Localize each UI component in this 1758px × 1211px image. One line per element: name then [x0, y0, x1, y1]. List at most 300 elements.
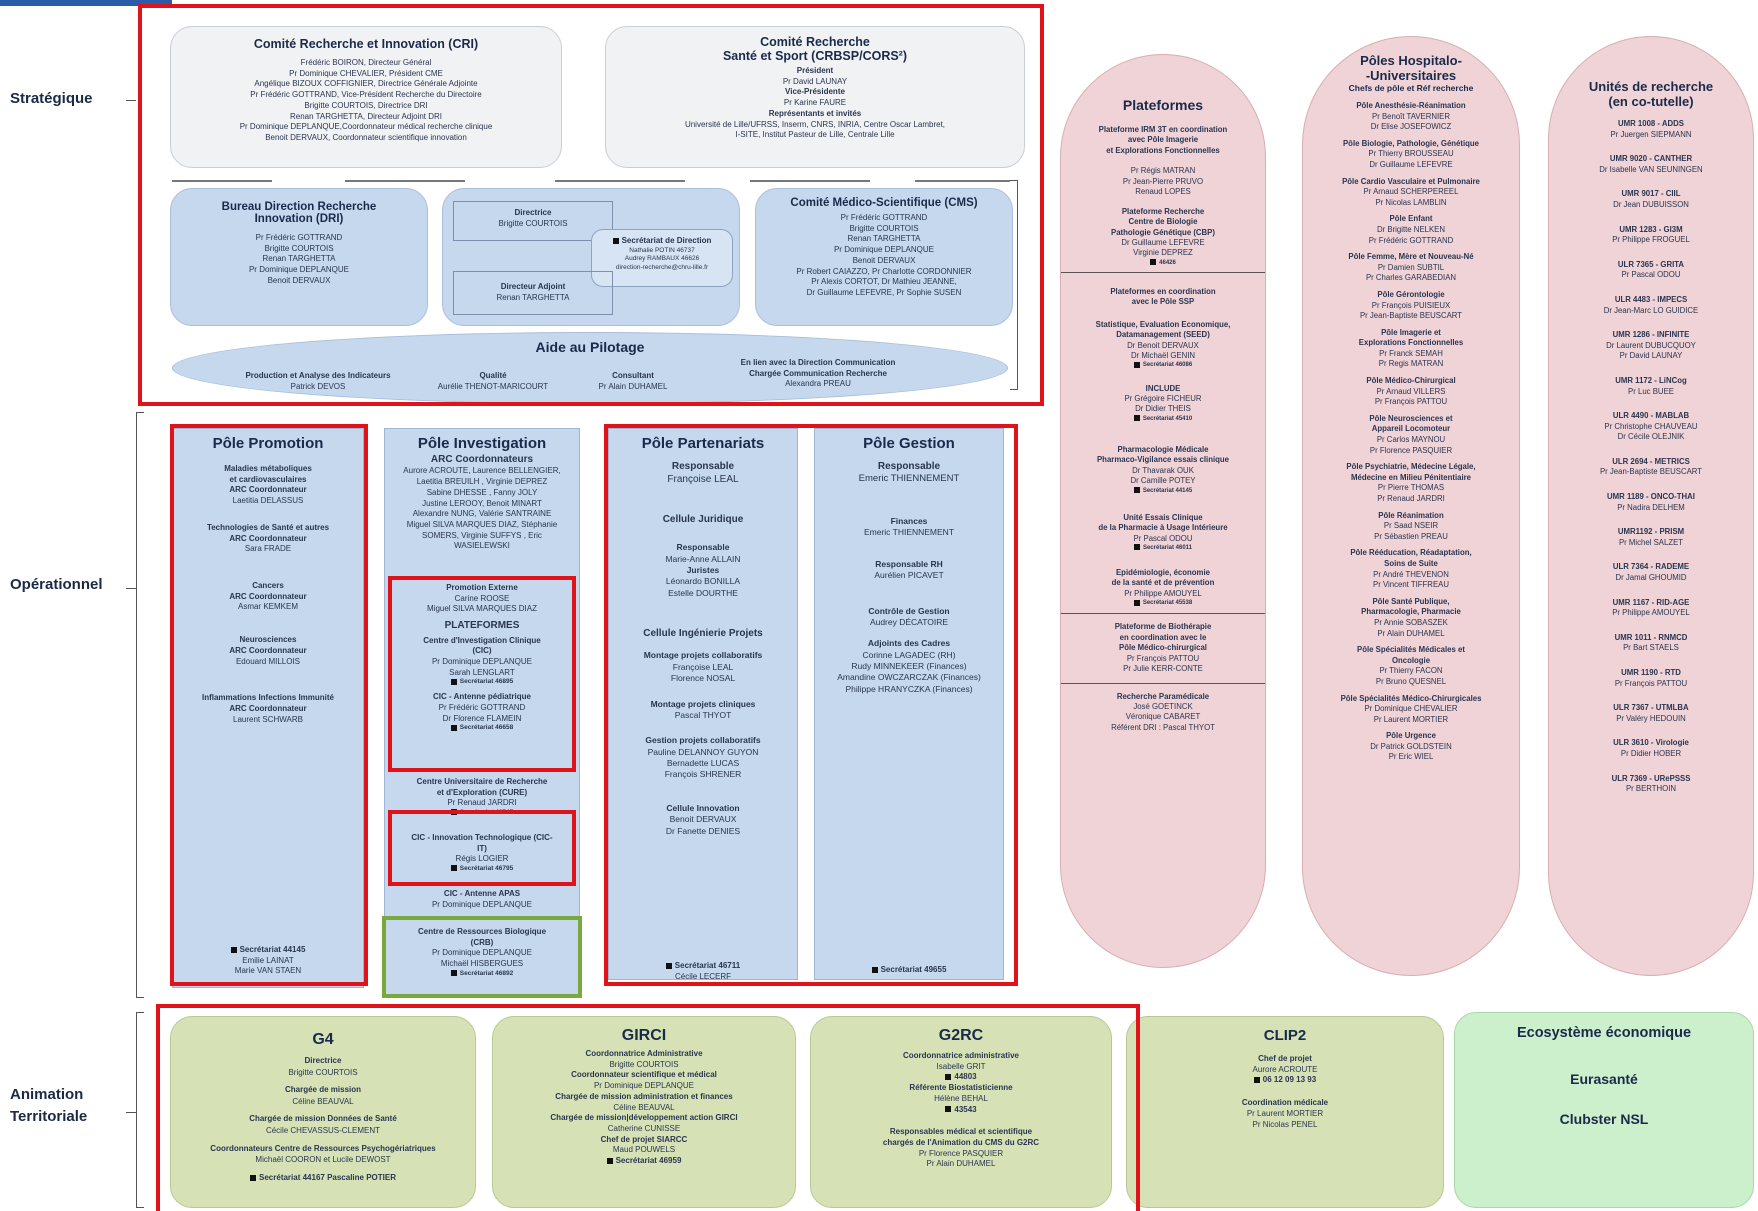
- tier-animation-line1: Animation: [10, 1086, 84, 1103]
- pole-name: Pr Alain DUHAMEL: [1377, 628, 1445, 638]
- pole-block: [1303, 694, 1519, 726]
- pole-block: [1303, 252, 1519, 284]
- cicit-secretariat: Secrétariat 46795: [385, 865, 579, 874]
- highlight-animation: [156, 1004, 1140, 1211]
- adj-name: Corinne LAGADEC (RH): [862, 649, 956, 660]
- cure-secretariat: Secrétariat 46747: [385, 809, 579, 818]
- apas-title: CIC - Antenne APAS: [443, 889, 521, 898]
- pole-block: [1303, 414, 1519, 456]
- clip2-box: [1126, 1016, 1444, 1208]
- pf-heading: avec Pôle Imagerie: [1127, 135, 1199, 145]
- g4-line: Brigitte COURTOIS: [288, 1067, 358, 1077]
- g2rc-line: 43543: [811, 1105, 1111, 1116]
- pilotage-item-title: Production et Analyse des Indicateurs: [245, 371, 391, 380]
- g4-line: Cécile CHEVASSUS-CLEMENT: [265, 1125, 381, 1135]
- inno-name: Dr Fanette DENIES: [665, 825, 741, 836]
- clip2-title: CLIP2: [1263, 1027, 1307, 1044]
- cri-line: Renan TARGHETTA, Directeur Adjoint DRI: [289, 111, 443, 121]
- pf-name: Pr Jean-Pierre PRUVO: [1122, 176, 1204, 186]
- arc-line: Alexandre NUNG, Valérie SANTRAINE: [412, 509, 552, 519]
- pf-heading: INCLUDE: [1145, 383, 1181, 393]
- pole-name: Pr Arnaud VILLERS: [1376, 386, 1446, 396]
- plateformes-label: PLATEFORMES: [444, 620, 520, 632]
- adjoint-name: Renan TARGHETTA: [496, 292, 570, 302]
- unite-name: Pr Pascal ODOU: [1621, 270, 1681, 280]
- pole-name: Pr Carlos MAYNOU: [1376, 435, 1446, 445]
- pf-sec: 46426: [1061, 259, 1265, 267]
- resp-name: Françoise LEAL: [667, 474, 739, 486]
- clip2-line: Aurore ACROUTE: [1252, 1064, 1318, 1074]
- group-heading: Neurosciences: [239, 635, 297, 645]
- pole-name: Pr Thierry BROUSSEAU: [1368, 149, 1454, 159]
- g4-secretariat: Secrétariat 44167 Pascaline POTIER: [171, 1172, 475, 1184]
- crbsp-line: I-SITE, Institut Pasteur de Lille, Centrale Lille: [735, 130, 895, 140]
- crbsp-line: Pr David LAUNAY: [782, 76, 848, 86]
- cms-line: Benoit DERVAUX: [852, 255, 916, 265]
- cri-line: Frédéric BOIRON, Directeur Général: [300, 58, 432, 67]
- pole-heading: Pôle Enfant: [1389, 214, 1433, 224]
- group-heading: et cardiovasculaires: [229, 474, 307, 484]
- unite-block: [1549, 225, 1753, 246]
- unite-block: [1549, 154, 1753, 175]
- unite-block: [1549, 703, 1753, 724]
- pf-heading: Plateforme Recherche: [1121, 206, 1205, 216]
- highlight-strategique: [138, 4, 1044, 406]
- finances-name: Emeric THIENNEMENT: [863, 527, 955, 538]
- highlight-partenariats-gestion: [604, 424, 1018, 986]
- pole-name: Dr Guillaume LEFEVRE: [1369, 159, 1453, 169]
- pole-heading: Oncologie: [1391, 655, 1431, 665]
- tick: [126, 1112, 136, 1113]
- unite-name: Pr Luc BUEE: [1628, 386, 1674, 396]
- adj-name: Amandine OWCZARCZAK (Finances): [837, 672, 981, 683]
- clip2-lines: [1127, 1054, 1443, 1130]
- dri-title-2: Innovation (DRI): [254, 213, 344, 225]
- unite-block: [1549, 774, 1753, 795]
- cms-line: Pr Dominique DEPLANQUE: [833, 245, 935, 255]
- g2rc-line: Hélène BEHAL: [934, 1093, 988, 1103]
- pole-name: Pr Laurent MORTIER: [1373, 714, 1449, 724]
- pf-name: Dr Benoit DERVAUX: [1127, 340, 1199, 350]
- cms-line: Pr Frédéric GOTTRAND: [840, 213, 928, 222]
- pole-heading: Pôle Cardio Vasculaire et Pulmonaire: [1342, 176, 1480, 186]
- pf-name: Pr Régis MATRAN: [1130, 166, 1196, 176]
- highlight-cic-it: [388, 810, 576, 886]
- group-heading: ARC Coordonnateur: [229, 485, 307, 495]
- jur-resp-name: Marie-Anne ALLAIN: [665, 553, 741, 564]
- unite-heading: UMR 9017 - CIIL: [1621, 189, 1681, 199]
- unite-name: Dr Jamal GHOUMID: [1615, 573, 1687, 583]
- pf-heading: Plateforme IRM 3T en coordination: [1098, 125, 1228, 134]
- dri-line: Pr Frédéric GOTTRAND: [255, 233, 343, 242]
- adj-name: Rudy MINNEKEER (Finances): [851, 661, 967, 672]
- promotion-title: Pôle Promotion: [212, 435, 324, 452]
- pole-name: Pr Vincent TIFFREAU: [1373, 580, 1449, 590]
- pf-name: Pr Julie KERR-CONTE: [1123, 664, 1203, 674]
- crb-title: Centre de Ressources Biologique: [417, 927, 547, 936]
- rh-label: Responsable RH: [875, 558, 943, 569]
- cri-line: Pr Dominique CHEVALIER, Président CME: [289, 68, 443, 78]
- g4-line: Coordonnateurs Centre de Ressources Psychogériatriques: [210, 1143, 436, 1153]
- tier-strategique: Stratégique: [10, 90, 93, 107]
- phone-icon: [1150, 259, 1156, 265]
- unite-heading: UMR 1172 - LiNCog: [1615, 375, 1687, 385]
- pole-name: Pr Benoît TAVERNIER: [1372, 111, 1450, 121]
- pole-block: [1303, 290, 1519, 322]
- unite-block: [1549, 598, 1753, 619]
- g2rc-line: Pr Alain DUHAMEL: [926, 1159, 996, 1169]
- pilotage-item-name: Aurélie THENOT-MARICOURT: [437, 381, 549, 391]
- unites-title-2: (en co-tutelle): [1608, 94, 1694, 109]
- girci-line: Brigitte COURTOIS: [609, 1059, 679, 1069]
- pf-name: Dr Thavarak OUK: [1132, 465, 1194, 475]
- cms-line: Renan TARGHETTA: [847, 234, 921, 244]
- pf-heading: avec le Pôle SSP: [1131, 297, 1195, 307]
- pole-name: Pr Regis MATRAN: [1378, 359, 1444, 369]
- group-name: Sara FRADE: [244, 544, 292, 554]
- pole-heading: Pôle Neurosciences et: [1369, 413, 1453, 423]
- cic-line: Sarah LENGLART: [449, 667, 515, 677]
- cg-name: Audrey DÉCATOIRE: [869, 616, 949, 627]
- unite-heading: UMR 1283 - GI3M: [1619, 224, 1683, 234]
- pole-name: Dr Brigitte NELKEN: [1376, 224, 1446, 234]
- pf-heading: Pôle Médico-chirurgical: [1119, 643, 1207, 653]
- pole-block: [1303, 731, 1519, 763]
- pf-name: Référent DRI : Pascal THYOT: [1111, 722, 1215, 732]
- pole-name: Pr Bruno QUESNEL: [1375, 676, 1447, 686]
- g4-title: G4: [312, 1031, 334, 1048]
- crb-line: Pr Dominique DEPLANQUE: [431, 948, 533, 958]
- pf-sec: Secrétariat 44145: [1061, 487, 1265, 495]
- unite-block: [1549, 738, 1753, 759]
- girci-title: GIRCI: [621, 1027, 667, 1044]
- crbsp-line: Représentants et invités: [768, 108, 862, 118]
- pole-name: Pr Jean-Baptiste BEUSCART: [1359, 311, 1463, 321]
- cms-line: Pr Alexis CORTOT, Dr Mathieu JEANNE,: [811, 277, 957, 287]
- unite-block: [1549, 119, 1753, 140]
- plateformes-title: Plateformes: [1122, 97, 1204, 113]
- dri-line: Benoit DERVAUX: [267, 275, 331, 285]
- unite-block: [1549, 562, 1753, 583]
- pf-heading: Pathologie Génétique (CBP): [1111, 227, 1215, 237]
- cic-secretariat: Secrétariat 46895: [385, 678, 579, 687]
- cic-title: (CIC): [472, 646, 492, 656]
- cicp-line: Pr Frédéric GOTTRAND: [438, 702, 526, 712]
- rh-name: Aurélien PICAVET: [874, 570, 944, 581]
- girci-line: Chargée de mission|développement action GIRCI: [550, 1113, 738, 1123]
- unite-block: [1549, 260, 1753, 281]
- pilotage-item-name: Pr Alain DUHAMEL: [598, 381, 668, 391]
- pole-block: [1303, 462, 1519, 504]
- unite-heading: ULR 4483 - IMPECS: [1614, 294, 1688, 304]
- pole-heading: Pôle Spécialités Médico-Chirurgicales: [1340, 693, 1482, 703]
- cri-line: Pr Dominique DEPLANQUE,Coordonnateur médical recherche clinique: [239, 122, 493, 132]
- girci-line: Céline BEAUVAL: [613, 1102, 675, 1112]
- unite-name: Pr Didier HOBER: [1620, 748, 1682, 758]
- gpc-label: Gestion projets collaboratifs: [645, 735, 761, 746]
- pf-name: Pr Philippe AMOUYEL: [1124, 588, 1202, 598]
- cellule-ingenierie: Cellule Ingénierie Projets: [643, 628, 763, 640]
- g4-line: Chargée de mission: [284, 1085, 362, 1095]
- pole-block: [1303, 511, 1519, 543]
- tick: [126, 588, 136, 589]
- secretariat-label: Secrétariat 44145: [173, 945, 363, 956]
- pf-heading: de la santé et de prévention: [1111, 578, 1215, 588]
- girci-line: Chargée de mission administration et finances: [555, 1091, 733, 1101]
- pf-heading: Datamanagement (SEED): [1116, 330, 1210, 340]
- unite-name: Dr Jean-Marc LO GUIDICE: [1603, 305, 1699, 315]
- adj-name: Philippe HRANYCZKA (Finances): [845, 683, 973, 694]
- pf-heading: Plateformes en coordination: [1110, 286, 1216, 296]
- phone-icon: [1134, 487, 1140, 493]
- pf-name: José GOETINCK: [1133, 701, 1193, 711]
- pf-divider: [1061, 272, 1265, 273]
- cellule-innovation: Cellule Innovation: [666, 802, 740, 813]
- unite-name: Pr Michel SALZET: [1618, 537, 1684, 547]
- unite-block: [1549, 457, 1753, 478]
- pole-heading: Pôle Rééducation, Réadaptation,: [1350, 548, 1472, 558]
- dri-line: Renan TARGHETTA: [262, 254, 336, 264]
- pole-name: Dr Patrick GOLDSTEIN: [1370, 741, 1452, 751]
- tier-operationnel: Opérationnel: [10, 576, 103, 593]
- pole-name: Pr Thierry FACON: [1379, 666, 1443, 676]
- phone-icon: [1254, 1077, 1260, 1083]
- secretariat-label: Secrétariat 46711: [609, 961, 797, 972]
- pf-heading: Plateforme de Biothérapie: [1114, 622, 1212, 632]
- poles-hu-column: [1302, 36, 1520, 976]
- gestion-title: Pôle Gestion: [863, 435, 955, 452]
- crbsp-line: Vice-Présidente: [785, 87, 845, 97]
- girci-line: Coordonnateur scientifique et médical: [571, 1070, 717, 1080]
- unite-heading: UMR1192 - PRISM: [1617, 527, 1685, 537]
- operationnel-bracket: [136, 412, 144, 998]
- cms-line: Dr Guillaume LEFEVRE, Pr Sophie SUSEN: [806, 288, 962, 298]
- pole-name: Pr Frédéric GOTTRAND: [1368, 235, 1454, 245]
- partenariats-title: Pôle Partenariats: [641, 435, 765, 452]
- highlight-crb: [382, 916, 582, 998]
- finances-label: Finances: [890, 516, 928, 527]
- juriste-name: Léonardo BONILLA: [665, 576, 741, 587]
- eco-title: Ecosystème économique: [1516, 1025, 1692, 1041]
- pf-name: Pr Pascal ODOU: [1133, 533, 1193, 543]
- apas-line: Pr Dominique DEPLANQUE: [431, 899, 533, 909]
- arc-line: Aurore ACROUTE, Laurence BELLENGIER,: [403, 466, 561, 476]
- pf-heading: Centre de Biologie: [1128, 217, 1198, 227]
- cg-label: Contrôle de Gestion: [868, 605, 950, 616]
- unite-name: Pr Valéry HEDOUIN: [1616, 713, 1686, 723]
- plateformes-body: [1061, 125, 1265, 733]
- pilotage-item-title: Qualité: [479, 371, 507, 380]
- unite-block: [1549, 668, 1753, 689]
- arc-coordonnateurs: [385, 453, 579, 552]
- eco-item-eurasante: Eurasanté: [1570, 1071, 1638, 1087]
- unite-name: Pr Philippe AMOUYEL: [1612, 608, 1690, 618]
- unite-heading: ULR 2694 - METRICS: [1612, 456, 1690, 466]
- arc-title: ARC Coordonnateurs: [430, 454, 534, 465]
- phone-icon: [1134, 600, 1140, 606]
- pole-heading: Explorations Fonctionnelles: [1358, 338, 1464, 348]
- adj-label: Adjoints des Cadres: [867, 638, 951, 649]
- g4-line: Céline BEAUVAL: [292, 1096, 354, 1106]
- pf-heading: Epidémiologie, économie: [1115, 567, 1210, 577]
- pole-heading: Pôle Biologie, Pathologie, Génétique: [1342, 138, 1480, 148]
- crb-line: Michaël HISBERGUES: [440, 959, 524, 969]
- pole-name: Dr Elise JOSEFOWICZ: [1370, 122, 1452, 132]
- g2rc-line: Responsables médical et scientifique: [889, 1127, 1033, 1137]
- secretariat-title: Secrétariat de Direction: [592, 236, 732, 247]
- pole-block: [1303, 376, 1519, 408]
- investigation-title: Pôle Investigation: [417, 435, 547, 452]
- gpc-name: François SHRENER: [664, 769, 742, 780]
- pf-heading: Unité Essais Clinique: [1123, 512, 1203, 522]
- cure-title: Centre Universitaire de Recherche: [416, 777, 548, 786]
- unite-heading: UMR 1189 - ONCO-THAI: [1607, 492, 1695, 502]
- promo-ext-title: Promotion Externe: [446, 583, 518, 592]
- unites-body: [1549, 119, 1753, 795]
- unite-block: [1549, 492, 1753, 513]
- cicp-secretariat: Secrétariat 46658: [385, 724, 579, 733]
- resp-label: Responsable: [877, 461, 941, 472]
- pf-name: Dr Camille POTEY: [1130, 476, 1196, 486]
- promo-ext-line: Carine ROOSE: [454, 593, 510, 603]
- cic-apas: [385, 889, 579, 910]
- cicit-title: CIC - Innovation Technologique (CIC-: [411, 833, 553, 842]
- group-heading: Inflammations Infections Immunité: [201, 693, 334, 703]
- pf-heading: en coordination avec le: [1119, 632, 1207, 642]
- unite-name: Pr Christophe CHAUVEAU: [1604, 421, 1698, 431]
- pole-name: Pr François PUISIEUX: [1371, 300, 1451, 310]
- pole-block: [1303, 548, 1519, 590]
- pf-name: Virginie DEPREZ: [1133, 248, 1193, 258]
- group-heading: Technologies de Santé et autres: [206, 522, 330, 532]
- mpcl-name: Pascal THYOT: [674, 709, 732, 720]
- group-name: Laurent SCHWARB: [233, 714, 303, 724]
- arc-line: Justine LEROOY, Benoit MINART: [422, 498, 542, 508]
- clip2-line: 06 12 09 13 93: [1127, 1075, 1443, 1086]
- unite-heading: ULR 4490 - MABLAB: [1612, 411, 1690, 421]
- tick: [126, 100, 136, 101]
- secretariat-line: Nathalie POTIN 46737: [629, 246, 695, 254]
- pf-heading: et Explorations Fonctionnelles: [1106, 145, 1220, 155]
- pf-heading: Pharmaco-Vigilance essais clinique: [1096, 455, 1230, 465]
- pole-block: [1303, 101, 1519, 133]
- pf-heading: Statistique, Evaluation Economique,: [1095, 319, 1231, 329]
- pole-heading: Pôle Psychiatrie, Médecine Légale,: [1346, 462, 1476, 472]
- girci-line: Catherine CUNISSE: [607, 1124, 681, 1134]
- poles-title-1: Pôles Hospitalo-: [1360, 53, 1462, 68]
- secretariat-line: direction-recherche@chru-lille.fr: [615, 264, 709, 272]
- unite-block: [1549, 330, 1753, 362]
- unite-heading: ULR 7365 - GRITA: [1617, 259, 1685, 269]
- unite-block: [1549, 189, 1753, 210]
- pole-heading: Pôle Réanimation: [1378, 510, 1444, 520]
- pf-sec: Secrétariat 46086: [1061, 361, 1265, 369]
- pf-divider: [1061, 683, 1265, 684]
- cic-line: Pr Dominique DEPLANQUE: [431, 656, 533, 666]
- pole-heading: Appareil Locomoteur: [1371, 424, 1451, 434]
- unite-name: Pr Nadira DELHEM: [1617, 502, 1685, 512]
- pf-name: Renaud LOPES: [1135, 187, 1191, 197]
- poles-subtitle: Chefs de pôle et Réf recherche: [1348, 83, 1474, 93]
- unite-name: Pr Juergen SIEPMANN: [1610, 129, 1692, 139]
- unite-block: [1549, 527, 1753, 548]
- pf-sec: Secrétariat 46011: [1061, 544, 1265, 552]
- pole-heading: Médecine en Milieu Pénitentiaire: [1350, 472, 1472, 482]
- arc-line: SOMERS, Virginie SUFFYS , Eric: [422, 530, 542, 540]
- arc-line: Sabine DHESSE , Fanny JOLY: [426, 487, 538, 497]
- pole-heading: Pôle Imagerie et: [1381, 327, 1441, 337]
- poles-title-2: -Universitaires: [1365, 68, 1457, 83]
- pole-name: Pr André THEVENON: [1373, 569, 1449, 579]
- cms-line: Brigitte COURTOIS: [849, 223, 919, 233]
- pole-block: [1303, 214, 1519, 246]
- g4-line: Michaël COORON et Lucile DEWOST: [255, 1155, 391, 1165]
- unite-name: Dr Jean DUBUISSON: [1613, 199, 1689, 209]
- pole-heading: Pôle Anesthésie-Réanimation: [1356, 101, 1466, 110]
- juriste-name: Estelle DOURTHE: [668, 587, 738, 598]
- cellule-juridique: Cellule Juridique: [662, 513, 744, 525]
- pole-block: [1303, 645, 1519, 687]
- g4-line: Chargée de mission Données de Santé: [249, 1114, 397, 1124]
- pole-block: [1303, 177, 1519, 209]
- cri-title: Comité Recherche et Innovation (CRI): [253, 37, 479, 51]
- unites-column: [1548, 36, 1754, 976]
- group-heading: ARC Coordonnateur: [229, 591, 307, 601]
- secretariat-name: Marie VAN STAEN: [234, 966, 302, 976]
- phone-icon: [1134, 362, 1140, 368]
- mpc-label: Montage projets collaboratifs: [643, 650, 763, 661]
- tier-animation-line2: Territoriale: [10, 1107, 88, 1125]
- group-heading: ARC Coordonnateur: [229, 533, 307, 543]
- pole-name: Pr Annie SOBASZEK: [1374, 617, 1448, 627]
- secretariat-name: Emilie LAINAT: [242, 955, 294, 965]
- unite-heading: ULR 7367 - UTMLBA: [1613, 703, 1689, 713]
- phone-icon: [1134, 415, 1140, 421]
- gpc-name: Pauline DELANNOY GUYON: [647, 746, 759, 757]
- pf-sec: Secrétariat 45410: [1061, 415, 1265, 423]
- resp-name: Emeric THIENNEMENT: [858, 473, 960, 485]
- pole-name: Pr Pierre THOMAS: [1377, 483, 1445, 493]
- pf-name: Dr Didier THEIS: [1135, 404, 1191, 414]
- cri-line: Brigitte COURTOIS, Directrice DRI: [304, 100, 428, 110]
- juristes-label: Juristes: [686, 564, 720, 575]
- group-name: Asmar KEMKEM: [237, 602, 298, 612]
- cicp-line: Dr Florence FLAMEIN: [442, 713, 522, 723]
- unite-block: [1549, 376, 1753, 397]
- clip2-line: Pr Nicolas PENEL: [1252, 1119, 1318, 1129]
- phone-icon: [1134, 544, 1140, 550]
- unite-heading: UMR 9020 - CANTHER: [1609, 154, 1693, 164]
- unite-heading: ULR 7369 - URePSSS: [1611, 773, 1691, 783]
- mpcl-label: Montage projets cliniques: [650, 698, 756, 709]
- g2rc-line: Coordonnatrice administrative: [902, 1051, 1020, 1060]
- pole-heading: Pôle Médico-Chirurgical: [1366, 376, 1456, 386]
- clip2-line: Coordination médicale: [1241, 1098, 1329, 1108]
- girci-line: Pr Dominique DEPLANQUE: [593, 1081, 695, 1091]
- secretariat-line: Audrey RAMBAUX 46626: [624, 255, 700, 263]
- unite-block: [1549, 411, 1753, 443]
- unite-name: Dr Isabelle VAN SEUNINGEN: [1599, 164, 1703, 174]
- adjoint-title: Directeur Adjoint: [500, 282, 566, 291]
- pf-name: Pr François PATTOU: [1126, 653, 1200, 663]
- g2rc-title: G2RC: [938, 1027, 984, 1044]
- pf-heading: de la Pharmacie à Usage Intérieure: [1098, 523, 1228, 533]
- crbsp-line: Président: [796, 66, 834, 75]
- pole-heading: Pôle Santé Publique,: [1372, 596, 1450, 606]
- cms-line: Pr Robert CAIAZZO, Pr Charlotte CORDONNIER: [796, 266, 972, 276]
- dri-title-1: Bureau Direction Recherche: [221, 201, 377, 213]
- resp-label: Responsable: [671, 461, 735, 472]
